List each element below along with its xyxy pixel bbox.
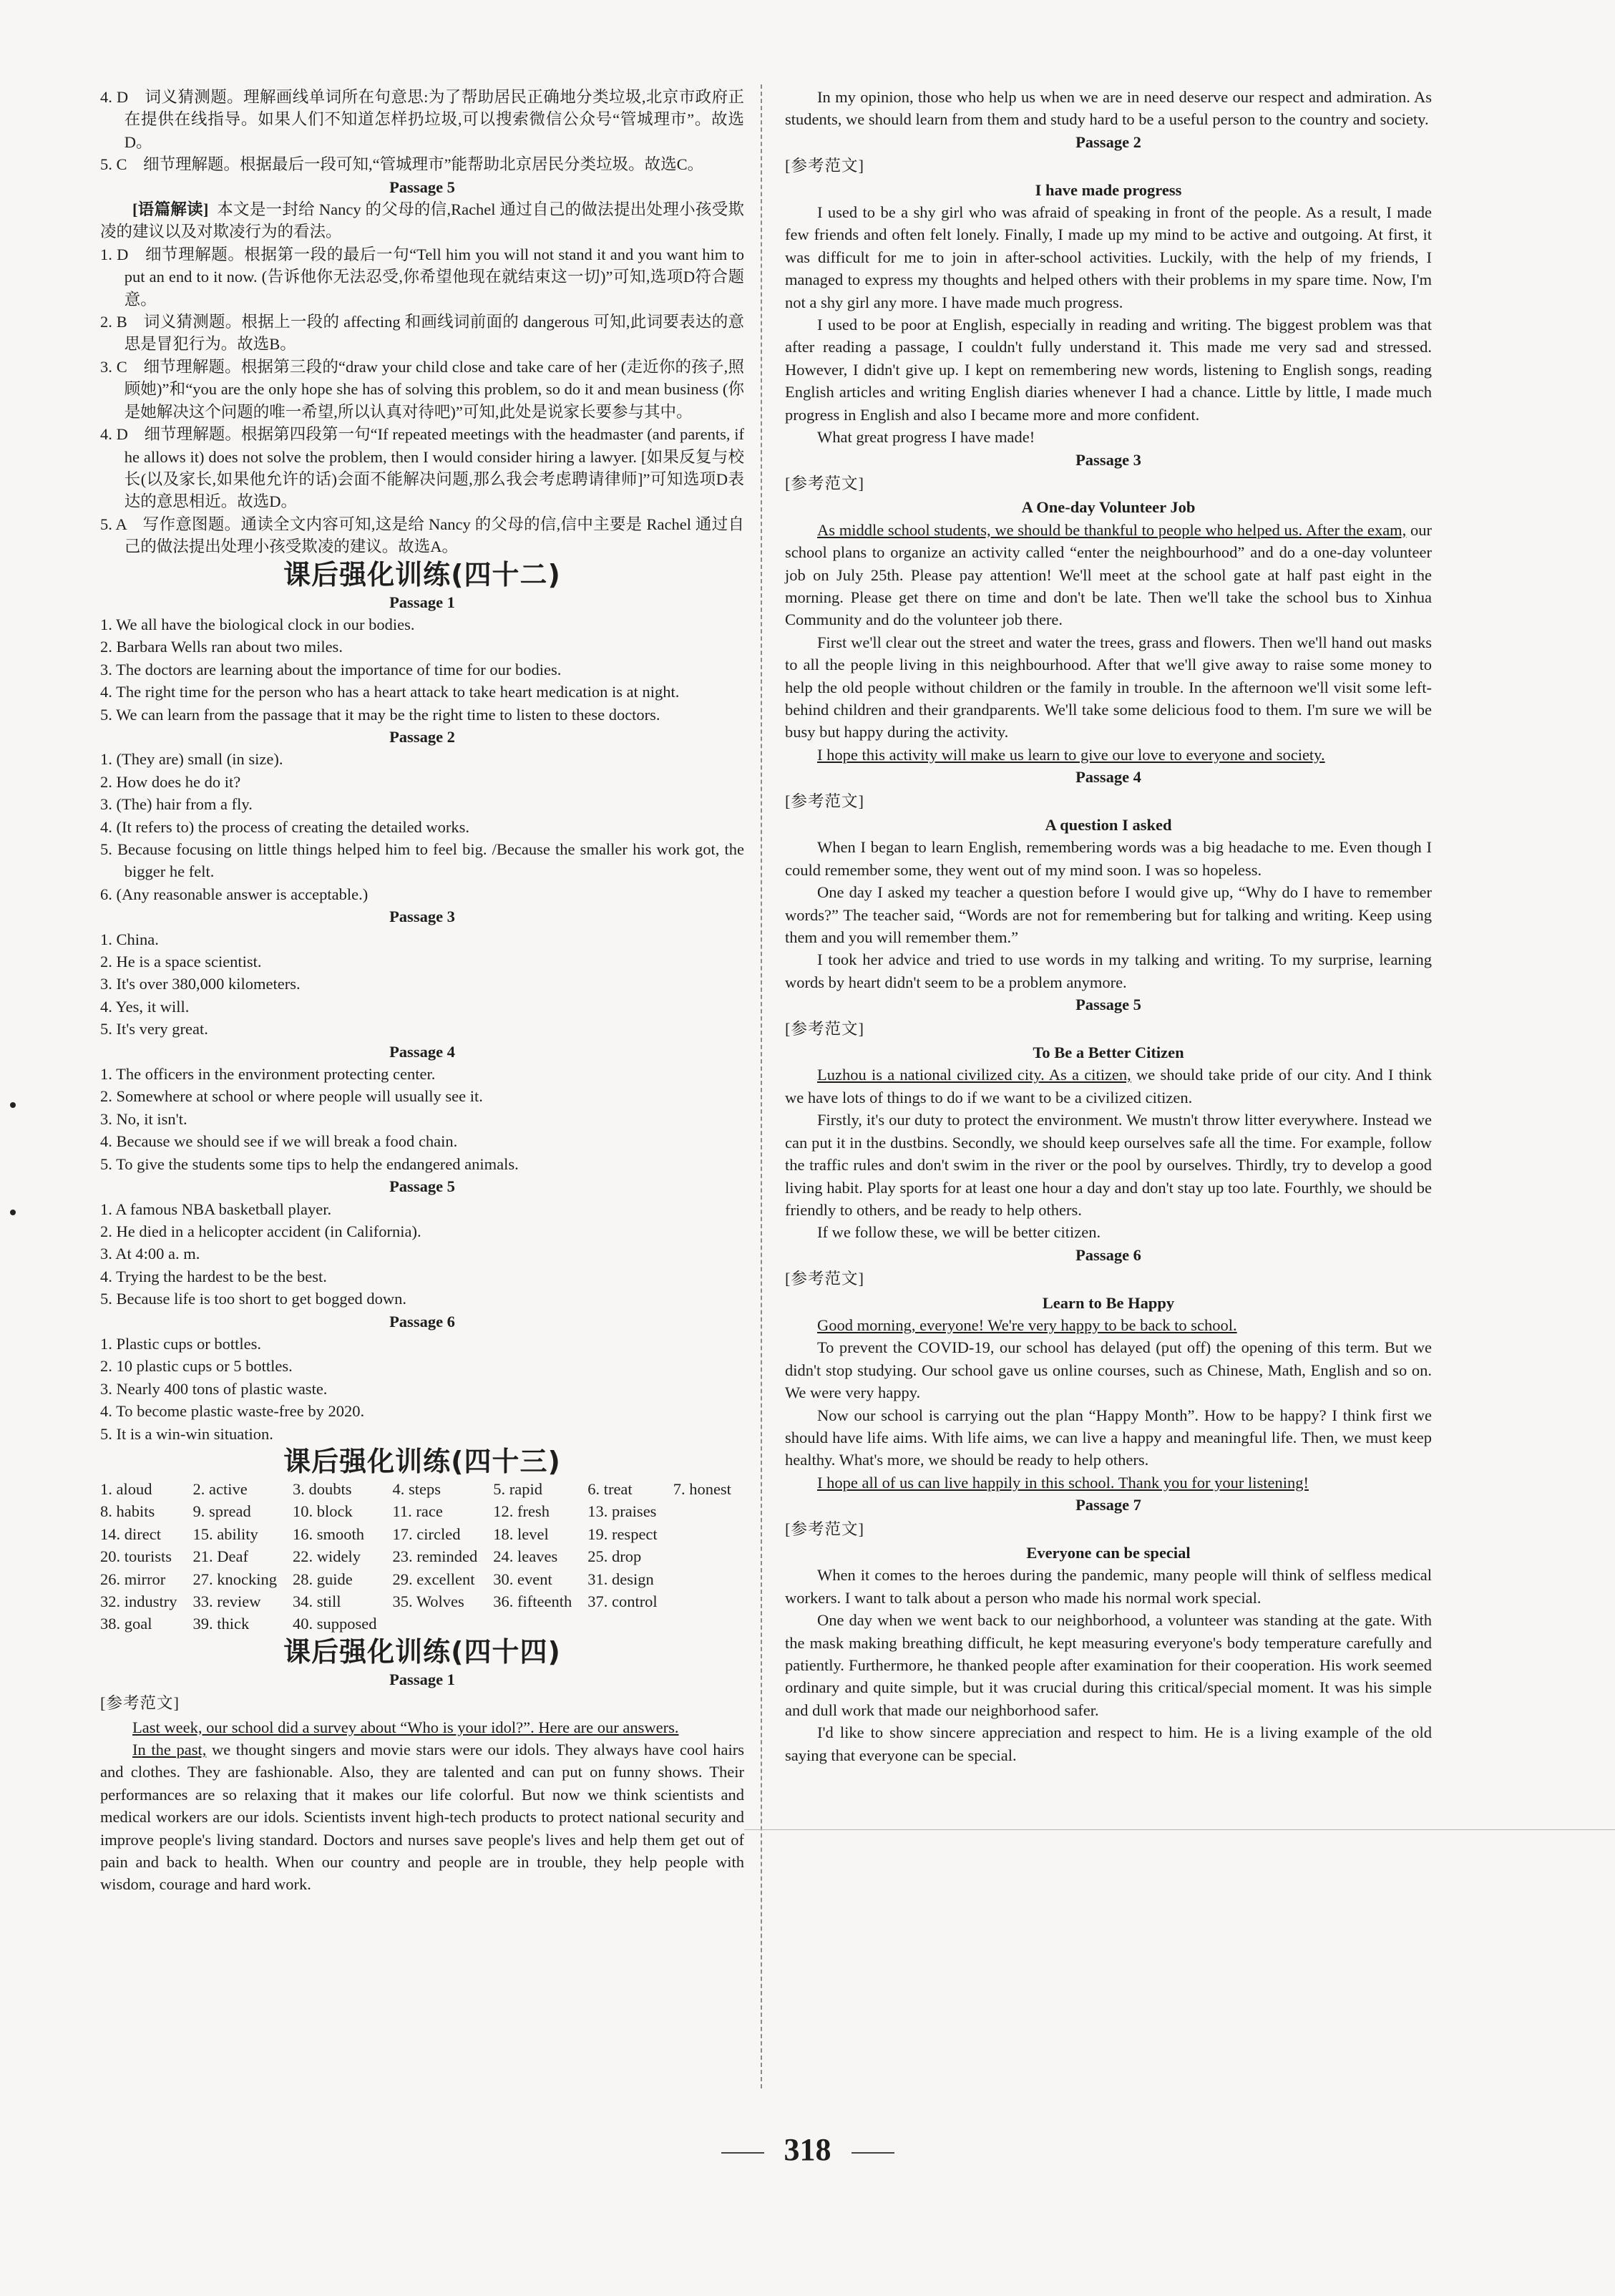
word-answer: 1. aloud [100,1479,152,1498]
answer-item: 5. Because focusing on little things helped him to feel big. /Because the smaller his work got, the bigger he felt. [100,840,744,881]
word-answer: 32. industry [100,1592,177,1610]
passage-analysis [100,198,744,243]
essay-paragraph: If we follow these, we will be better citizen. [817,1223,1101,1242]
word-answer: 6. treat [587,1479,633,1498]
word-answer: 24. leaves [493,1547,558,1566]
essay-text: we thought singers and movie stars were our idols. They always have cool hairs and clothes. They are fashionable. Also, they are talented and can put on funny shows. Their performances are so relaxing that it makes our life colorful. But now we think scientists and medical workers are our idols. Scientists invent high-tech products to protect national security and improve people's living standard. Doctors and nurses save people's lives and help them get out of pain and back to health. When our country and people are in trouble, they help people with wisdom, courage and hard work. [100,1741,744,1894]
word-answer: 15. ability [192,1524,258,1543]
underlined-sentence: Last week, our school did a survey about “Who is your idol?”. Here are our answers. [132,1718,679,1736]
answer-item: 2. He died in a helicopter accident (in California). [100,1222,421,1240]
essay-title: To Be a Better Citizen [1033,1044,1184,1062]
word-answer [587,1612,657,1635]
passage-title: Passage 6 [1075,1245,1141,1264]
essay-paragraph: When I began to learn English, remembering words was a big headache to me. Even though I could remember some, they went out of my mind soon. I was so hopeless. [785,838,1432,879]
essay-paragraph: When it comes to the heroes during the pandemic, many people will think of selfless medical workers. I want to talk about a person who made his normal work special. [785,1566,1432,1607]
essay-paragraph: To prevent the COVID-19, our school has delayed (put off) the opening of this term. But we didn't stop studying. Our school gave us online courses, such as Chinese, Math, English and so on. We were very happy. [785,1338,1432,1402]
essay-title: Everyone can be special [1026,1544,1191,1562]
word-answer: 26. mirror [100,1570,166,1588]
answer-item: 5. To give the students some tips to help the endangered animals. [100,1154,519,1173]
essay-paragraph [100,1716,744,1738]
essay-paragraph: Now our school is carrying out the plan “Happy Month”. How to be happy? I think first we should have life aims. With life aims, we can live a happy and meaningful life. Then, we must keep healthy. What's more, we should be ready to help others. [785,1406,1432,1469]
essay-paragraph: I took her advice and tried to use words in my talking and writing. To my surprise, learning words by heart didn't seem to be a problem anymore. [785,950,1432,991]
answer-item: 5. C 细节理解题。根据最后一段可知,“管城理市”能帮助北京居民分类垃圾。故选C。 [100,155,704,174]
word-answer [673,1590,731,1612]
section-heading: 课后强化训练(四十三) [283,1445,561,1477]
passage-title: Passage 5 [389,1177,455,1196]
essay-title: I have made progress [1035,180,1182,199]
answer-item: 5. A 写作意图题。通读全文内容可知,这是给 Nancy 的父母的信,信中主要是 Rachel 通过自己的做法提出处理小孩受欺凌的建议。故选A。 [100,515,744,556]
essay-paragraph [785,744,1432,766]
essay-paragraph [785,1472,1432,1494]
reference-tag: [参考范文] [785,157,864,175]
word-answer: 22. widely [293,1547,361,1566]
word-answer: 14. direct [100,1524,161,1543]
passage-title: Passage 3 [389,908,455,926]
section-heading: 课后强化训练(四十四) [283,1635,561,1668]
footer-dash [852,2152,894,2154]
page-number-footer [0,2131,1615,2168]
answer-item: 6. (Any reasonable answer is acceptable.) [100,885,369,903]
scan-artifact-line [744,1829,1615,1830]
answer-item: 4. Because we should see if we will break a food chain. [100,1132,458,1151]
answer-item: 1. The officers in the environment protecting center. [100,1065,436,1084]
answer-item: 4. To become plastic waste-free by 2020. [100,1402,365,1421]
word-answer [673,1545,731,1567]
left-column [100,86,744,1896]
answer-item: 1. China. [100,930,159,948]
page-number: 318 [784,2132,831,2167]
word-answer: 18. level [493,1524,549,1543]
essay-title: A One-day Volunteer Job [1021,498,1196,517]
answer-item: 4. D 词义猜测题。理解画线单词所在句意思:为了帮助居民正确地分类垃圾,北京市政府正在提供在线指导。如果人们不知道怎样扔垃圾,可以搜索微信公众号“管城理市”。故选D。 [100,88,744,151]
essay-paragraph: I used to be poor at English, especially in reading and writing. The biggest problem was that after reading a passage, I couldn't fully understand it. This made me very sad and stressed. However, I didn't give up. I kept on remembering new words, listening to English songs, reading English articles and writing English diaries whenever I had a chance. Little by little, I made much progress in English and also I became more and more confident. [785,316,1432,424]
word-answer: 21. Deaf [192,1547,248,1566]
answer-item: 4. D 细节理解题。根据第四段第一句“If repeated meetings with the headmaster (and parents, if he allows it) does not solve the problem, then I would consider hiring a lawyer. [如果反复与校长(以及家长,如果他允许的话)会面不能解决问题,那么我会考虑聘请律师]”可知选项D表达的意思相近。故选D。 [100,425,744,511]
reference-tag: [参考范文] [785,474,864,492]
passage-title: Passage 1 [389,1670,455,1688]
scan-dot [10,1210,16,1215]
word-answer: 19. respect [587,1524,658,1543]
word-answer: 28. guide [293,1570,353,1588]
word-answer: 9. spread [192,1502,251,1521]
essay-text: our school plans to organize an activity called “enter the neighbourhood” and do a one-day volunteer job on July 25th. Please pay attention! We'll meet at the school gate at half past eight in the morning. Please get there on time and don't be late. Then we'll take the school bus to Xinhua Community and do the volunteer job there. [785,520,1432,629]
answer-item: 5. It's very great. [100,1020,208,1038]
footer-dash [721,2152,764,2154]
answer-item: 3. It's over 380,000 kilometers. [100,975,301,993]
answer-item: 3. C 细节理解题。根据第三段的“draw your child close and take care of her (走近你的孩子,照顾她)”和“you are the only hope she has of solving this problem, so do it and mean business (你是她解决这个问题的唯一希望,所以认真对待吧)”可知,此处是说家长要参与其中。 [100,357,744,421]
word-answer: 7. honest [673,1479,731,1498]
answer-item: 4. Trying the hardest to be the best. [100,1267,327,1285]
answer-item: 2. He is a space scientist. [100,953,262,971]
section-heading: 课后强化训练(四十二) [283,558,561,590]
underlined-sentence: Good morning, everyone! We're very happy to be back to school. [817,1315,1237,1334]
word-answer: 13. praises [587,1502,657,1521]
reference-tag: [参考范文] [785,792,864,810]
answer-item: 2. B 词义猜测题。根据上一段的 affecting 和画线词前面的 dangerous 可知,此词要表达的意思是冒犯行为。故选B。 [100,313,744,354]
answer-item: 3. At 4:00 a. m. [100,1245,200,1263]
word-answer: 36. fifteenth [493,1592,572,1610]
reference-tag: [参考范文] [785,1519,864,1538]
word-answer: 12. fresh [493,1502,550,1521]
word-answer: 2. active [192,1479,248,1498]
essay-paragraph [785,519,1432,631]
analysis-text: 本文是一封给 Nancy 的父母的信,Rachel 通过自己的做法提出处理小孩受欺凌的建议以及对欺凌行为的看法。 [100,200,744,241]
passage-title: Passage 2 [389,727,455,746]
essay-paragraph: In my opinion, those who help us when we are in need deserve our respect and admiration. As students, we should learn from them and study hard to be a useful person to the country and society. [785,88,1432,129]
word-answer: 23. reminded [392,1547,478,1566]
word-answer [493,1612,572,1635]
word-answer-grid [100,1478,744,1635]
word-answer: 25. drop [587,1547,642,1566]
answer-item: 1. We all have the biological clock in our bodies. [100,615,415,633]
word-answer [393,1612,478,1635]
reference-tag: [参考范文] [100,1694,180,1713]
word-answer: 35. Wolves [392,1592,464,1610]
underlined-sentence: Luzhou is a national civilized city. As a citizen, [817,1066,1131,1084]
essay-title: A question I asked [1045,816,1172,834]
answer-item: 3. No, it isn't. [100,1109,187,1128]
word-answer: 8. habits [100,1502,155,1521]
passage-title: Passage 5 [1075,996,1141,1014]
passage-title: Passage 5 [389,177,455,196]
word-answer [673,1568,731,1590]
answer-item: 5. We can learn from the passage that it may be the right time to listen to these doctors. [100,705,660,724]
reference-tag: [参考范文] [785,1019,864,1038]
essay-text: we should take pride of our city. And I think we have lots of things to do if we want to be a civilized citizen. [785,1066,1432,1106]
answer-item: 2. Somewhere at school or where people will usually see it. [100,1087,483,1106]
answer-item: 1. A famous NBA basketball player. [100,1200,332,1218]
analysis-tag: [语篇解读] [132,200,209,219]
passage-title: Passage 4 [389,1042,455,1061]
answer-item: 2. Barbara Wells ran about two miles. [100,638,343,656]
answer-item: 3. The doctors are learning about the importance of time for our bodies. [100,660,562,678]
passage-title: Passage 1 [389,593,455,611]
right-column [785,86,1432,1766]
word-answer: 20. tourists [100,1547,172,1566]
answer-item: 4. The right time for the person who has a heart attack to take heart medication is at night. [100,683,680,701]
word-answer [673,1612,731,1635]
word-answer: 17. circled [392,1524,461,1543]
essay-paragraph [100,1738,744,1896]
passage-title: Passage 7 [1075,1496,1141,1514]
word-answer: 16. smooth [293,1524,365,1543]
word-answer: 4. steps [392,1479,441,1498]
word-answer: 3. doubts [293,1479,352,1498]
answer-item: 5. Because life is too short to get bogged down. [100,1290,407,1308]
word-answer [673,1500,731,1522]
underlined-sentence: I hope all of us can live happily in this school. Thank you for your listening! [817,1473,1309,1492]
word-answer: 34. still [293,1592,341,1610]
reference-tag: [参考范文] [785,1270,864,1288]
word-answer: 11. race [392,1502,443,1521]
essay-paragraph [785,1064,1432,1109]
answer-item: 4. Yes, it will. [100,997,190,1016]
essay-paragraph: One day I asked my teacher a question before I would give up, “Why do I have to remember words?” The teacher said, “Words are not for remembering but for talking and writing. Keep using them and you will remember them.” [785,883,1432,947]
underlined-sentence: As middle school students, we should be thankful to people who helped us. After the exam, [817,520,1407,539]
word-answer: 37. control [587,1592,658,1610]
underlined-phrase: In the past, [132,1741,207,1759]
answer-item: 5. It is a win-win situation. [100,1424,273,1443]
underlined-sentence: I hope this activity will make us learn to give our love to everyone and society. [817,745,1325,764]
word-answer: 31. design [587,1570,654,1588]
passage-title: Passage 3 [1075,450,1141,469]
passage-title: Passage 2 [1075,132,1141,151]
passage-answer-list [100,591,744,1445]
word-answer [673,1523,731,1545]
word-answer: 38. goal [100,1615,152,1633]
word-answer: 39. thick [192,1615,250,1633]
word-answer: 30. event [493,1570,552,1588]
essay-paragraph: What great progress I have made! [817,428,1035,447]
essay-paragraph: I used to be a shy girl who was afraid of speaking in front of the people. As a result, I made few friends and often felt lonely. Finally, I made up my mind to be active and outgoing. At first, it was difficult for me to join in after-school activities. Luckily, with the help of my friends, I managed to express my thoughts and helped others with their problems in my spare time. Now, I'm not a shy girl any more. I have made much progress. [785,203,1432,311]
passage-title: Passage 6 [389,1312,455,1331]
answer-item: 3. (The) hair from a fly. [100,795,253,814]
answer-item: 1. (They are) small (in size). [100,750,283,769]
answer-item: 3. Nearly 400 tons of plastic waste. [100,1379,328,1398]
passage-title: Passage 4 [1075,768,1141,787]
word-answer: 33. review [192,1592,261,1610]
answer-item: 2. 10 plastic cups or 5 bottles. [100,1357,293,1376]
scan-dot [10,1102,16,1108]
word-answer: 27. knocking [192,1570,278,1588]
column-divider [761,84,762,2088]
essay-paragraph: First we'll clear out the street and water the trees, grass and flowers. Then we'll hand out masks to all the people living in this neighbourhood. After that we'll give away to raise some money to help the old people without children or the family in trouble. In the afternoon we'll visit some left-behind children and their grandparents. We'll take some delicious food to them. I'm sure we will be busy but happy during the activity. [785,633,1432,741]
essay-paragraph: Firstly, it's our duty to protect the environment. We mustn't throw litter everywhere. Instead we can put it in the dustbins. Secondly, we should keep ourselves safe all the time. For example, follow the traffic rules and don't swim in the river or the pool by ourselves. Thirdly, try to develop a good living habit. Play sports for at least one hour a day and don't stay up too late. Fourthly, we should be friendly to others, and be ready to help others. [785,1111,1432,1219]
answer-item: 2. How does he do it? [100,772,241,791]
word-answer: 10. block [293,1502,353,1521]
word-answer: 29. excellent [392,1570,475,1588]
answer-item: 1. D 细节理解题。根据第一段的最后一句“Tell him you will not stand it and you want him to put an end to it now. (告诉他你无法忍受,你希望他现在就结束这一切)”可知,选项D符合题意。 [100,245,744,308]
answer-item: 4. (It refers to) the process of creating the detailed works. [100,817,470,836]
answer-item: 1. Plastic cups or bottles. [100,1334,261,1353]
essay-paragraph: I'd like to show sincere appreciation and respect to him. He is a living example of the old saying that everyone can be special. [785,1723,1432,1764]
essay-paragraph [785,1314,1432,1336]
essay-title: Learn to Be Happy [1042,1293,1175,1312]
word-answer: 5. rapid [493,1479,542,1498]
essay-paragraph: One day when we went back to our neighborhood, a volunteer was standing at the gate. With the mask making breathing difficult, he kept measuring everyone's body temperature carefully and patiently. Furthermore, he thanked people after examination for their cooperation. His work seemed ordinary and quite simple, but it was crucial during this critical/special moment. It was his simple and dull work that made our neighborhood safer. [785,1611,1432,1719]
word-answer: 40. supposed [293,1615,377,1633]
